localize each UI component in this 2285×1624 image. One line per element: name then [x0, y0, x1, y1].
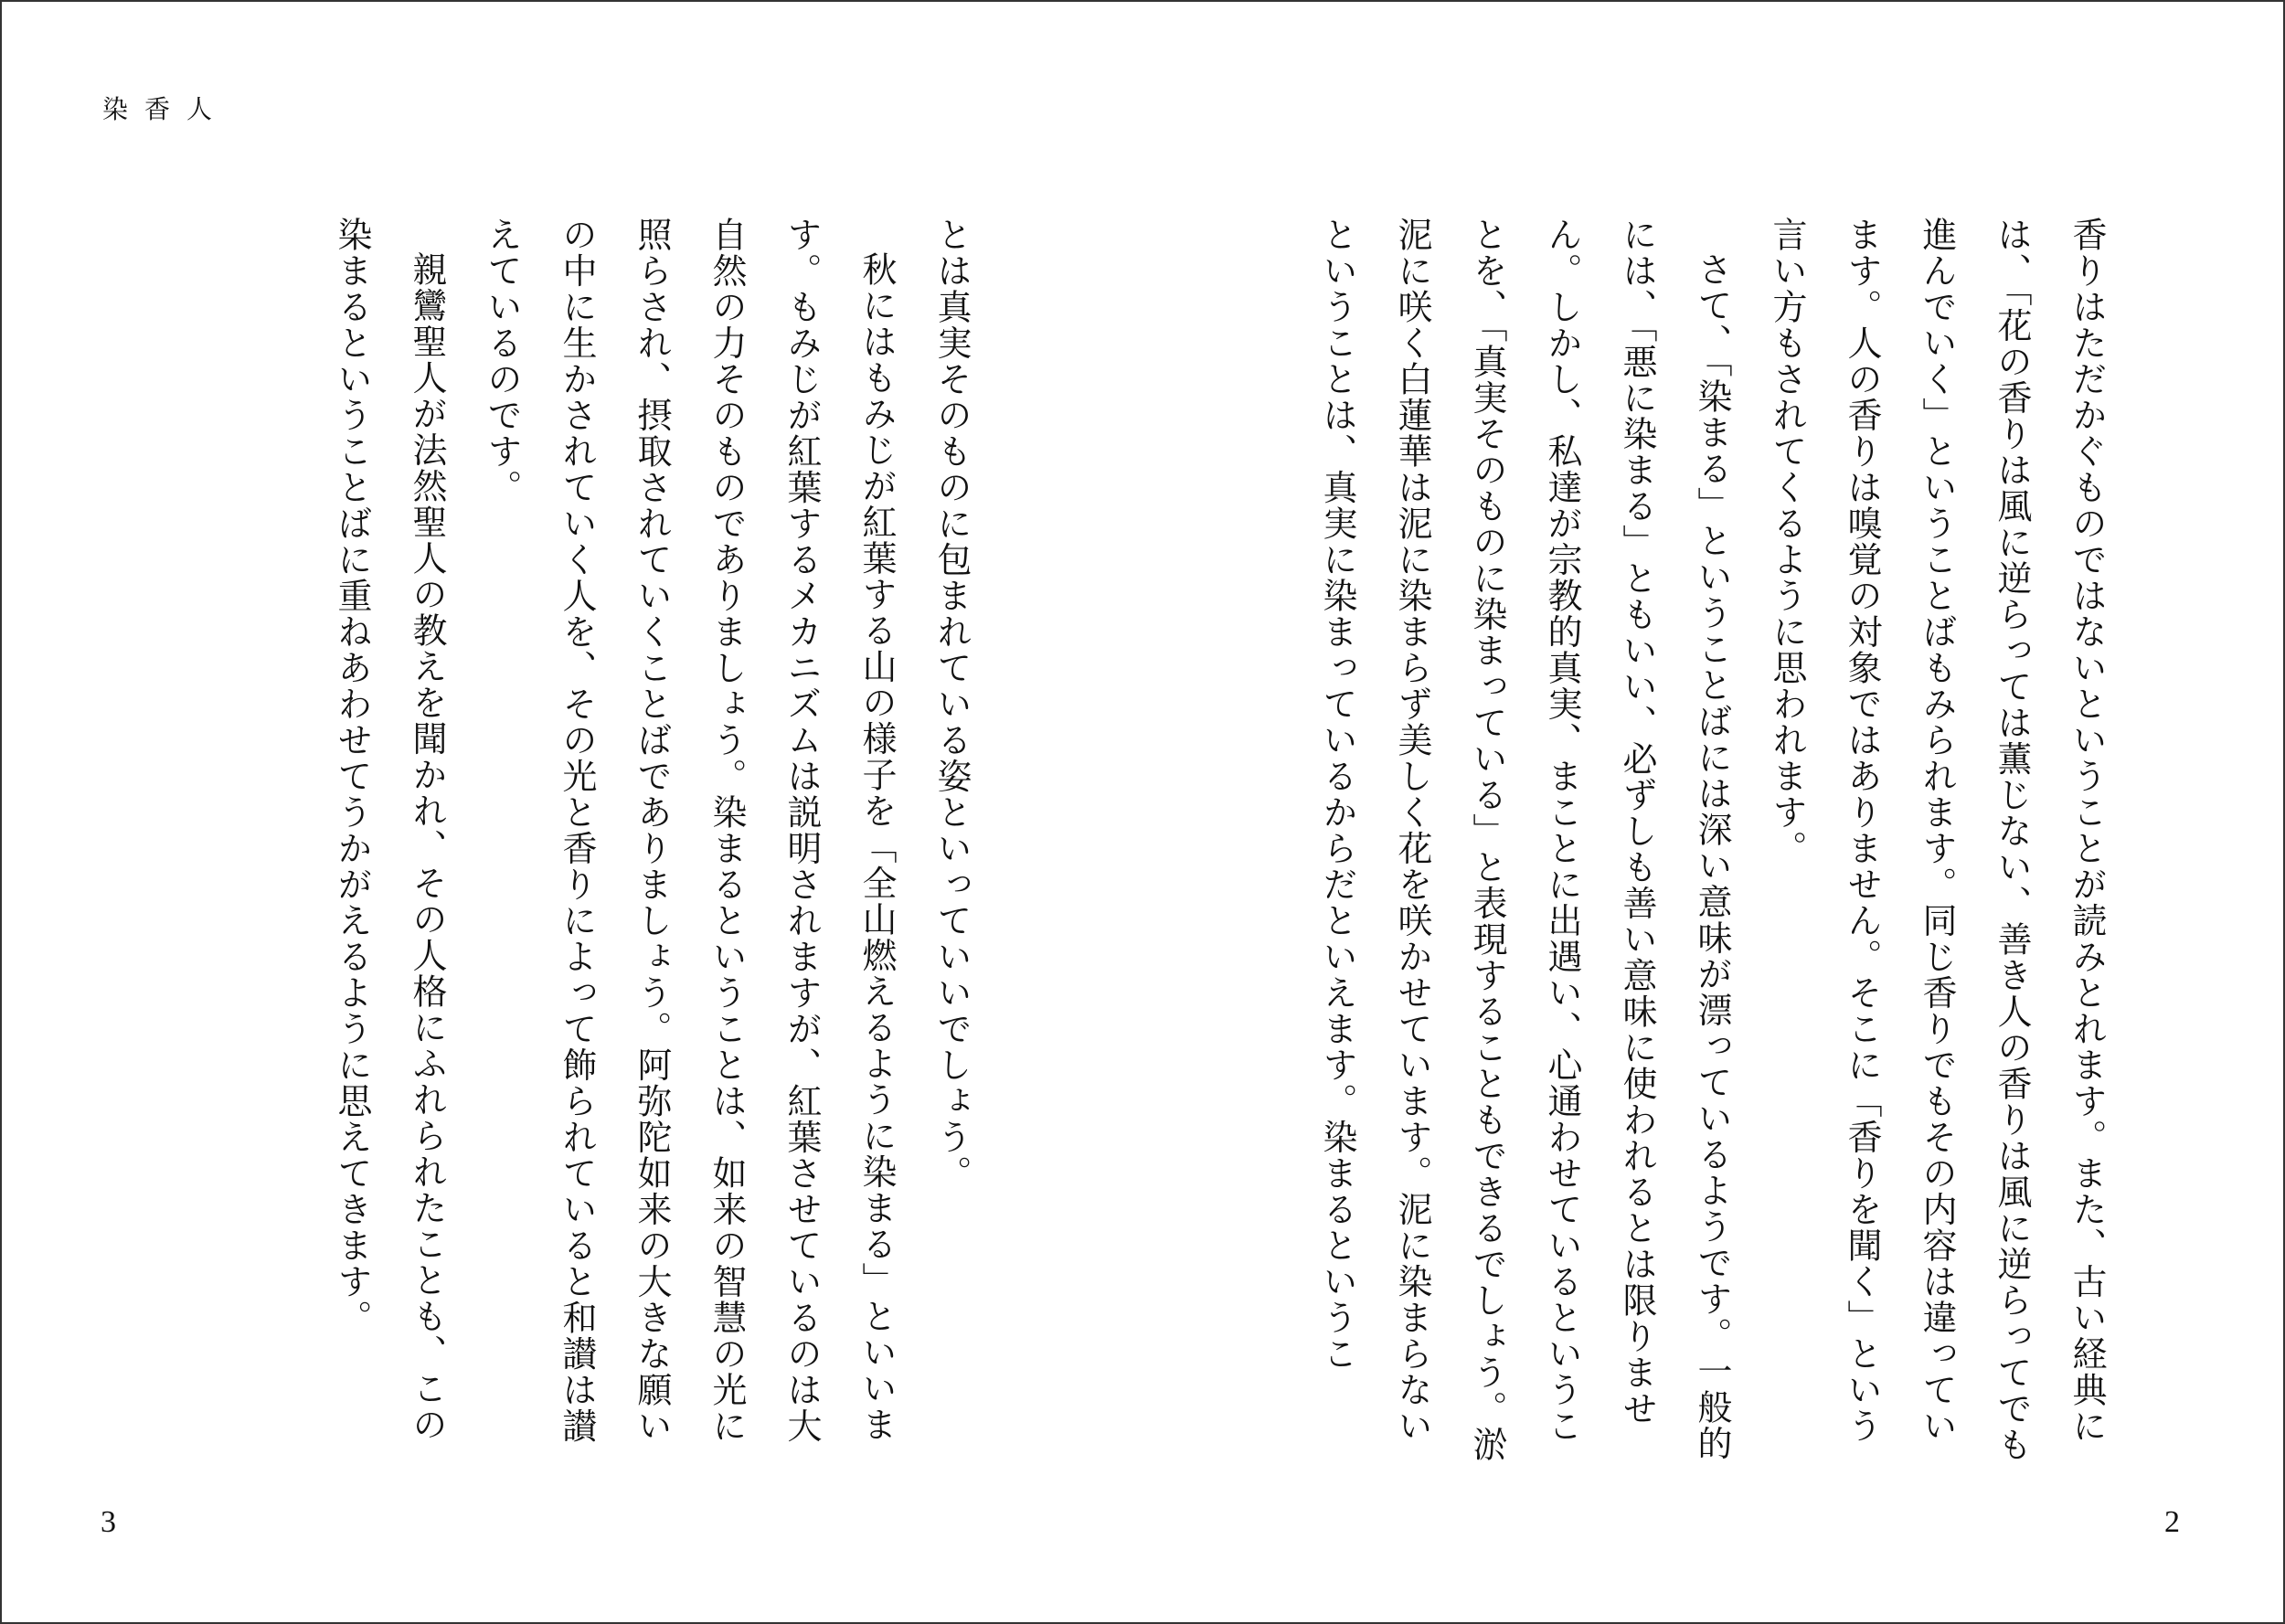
page-2-body [1317, 217, 2124, 1469]
page-number-right: 2 [2164, 1505, 2180, 1539]
page-number-left: 3 [101, 1505, 116, 1539]
page-2-paragraph-1: 香りはただかぐものではないということが読みとれます。また、古い経典には、「花の香りは風に逆らっては薫じない、善き人の香りは風に逆らってでも進んでいく」ということばもみられます。同じ香りでもその内容は違っています。人の香りは嗅覚の対象ではありません。そこに「香りを聞く」という言い方もされてくるように思われます。 [1767, 217, 2107, 1463]
page-2-paragraph-2: さて、「染まる」ということばには深い意味が漂っているようです。一般的には、「悪に染まる」ともいい、必ずしも善い意味に使われるとは限りません。しかし、私達が宗教的真実、まことに出遇い、心通わせているということを、「真実そのものに染まっている」と表現することもできるでしょう。淤泥に咲く白蓮華は泥に染まらず美しく花を咲かせています。泥に染まらないということは、真実に染まっているからだといえます。染まるというこ [1317, 217, 1732, 1463]
page-3-paragraph-1: とは真実そのものに包まれている姿といっていいでしょう。 [931, 217, 972, 1192]
running-head: 染香人 [102, 94, 229, 124]
page-3-paragraph-2: 秋にはもみじが紅葉する山の様子を「全山燃えるように染まる」といいます。もみじが紅葉するメカニズムは説明されますが、紅葉させているのは大自然の力そのものでありましょう。染まるということは、如来の智慧の光に照らされ、摂取されていくことばでありましょう。阿弥陀如来の大きな願いの中に生かされていく人を、その光と香りによって飾られていると和讃は讃えているのです。 [482, 217, 897, 1444]
page-3-body [303, 217, 989, 1469]
page-3-paragraph-3: 親鸞聖人が法然聖人の教えを聞かれ、その人格にふれられたことも、この染まるということばに重ねあわせてうかがえるように思えてきます。 [332, 217, 447, 1443]
